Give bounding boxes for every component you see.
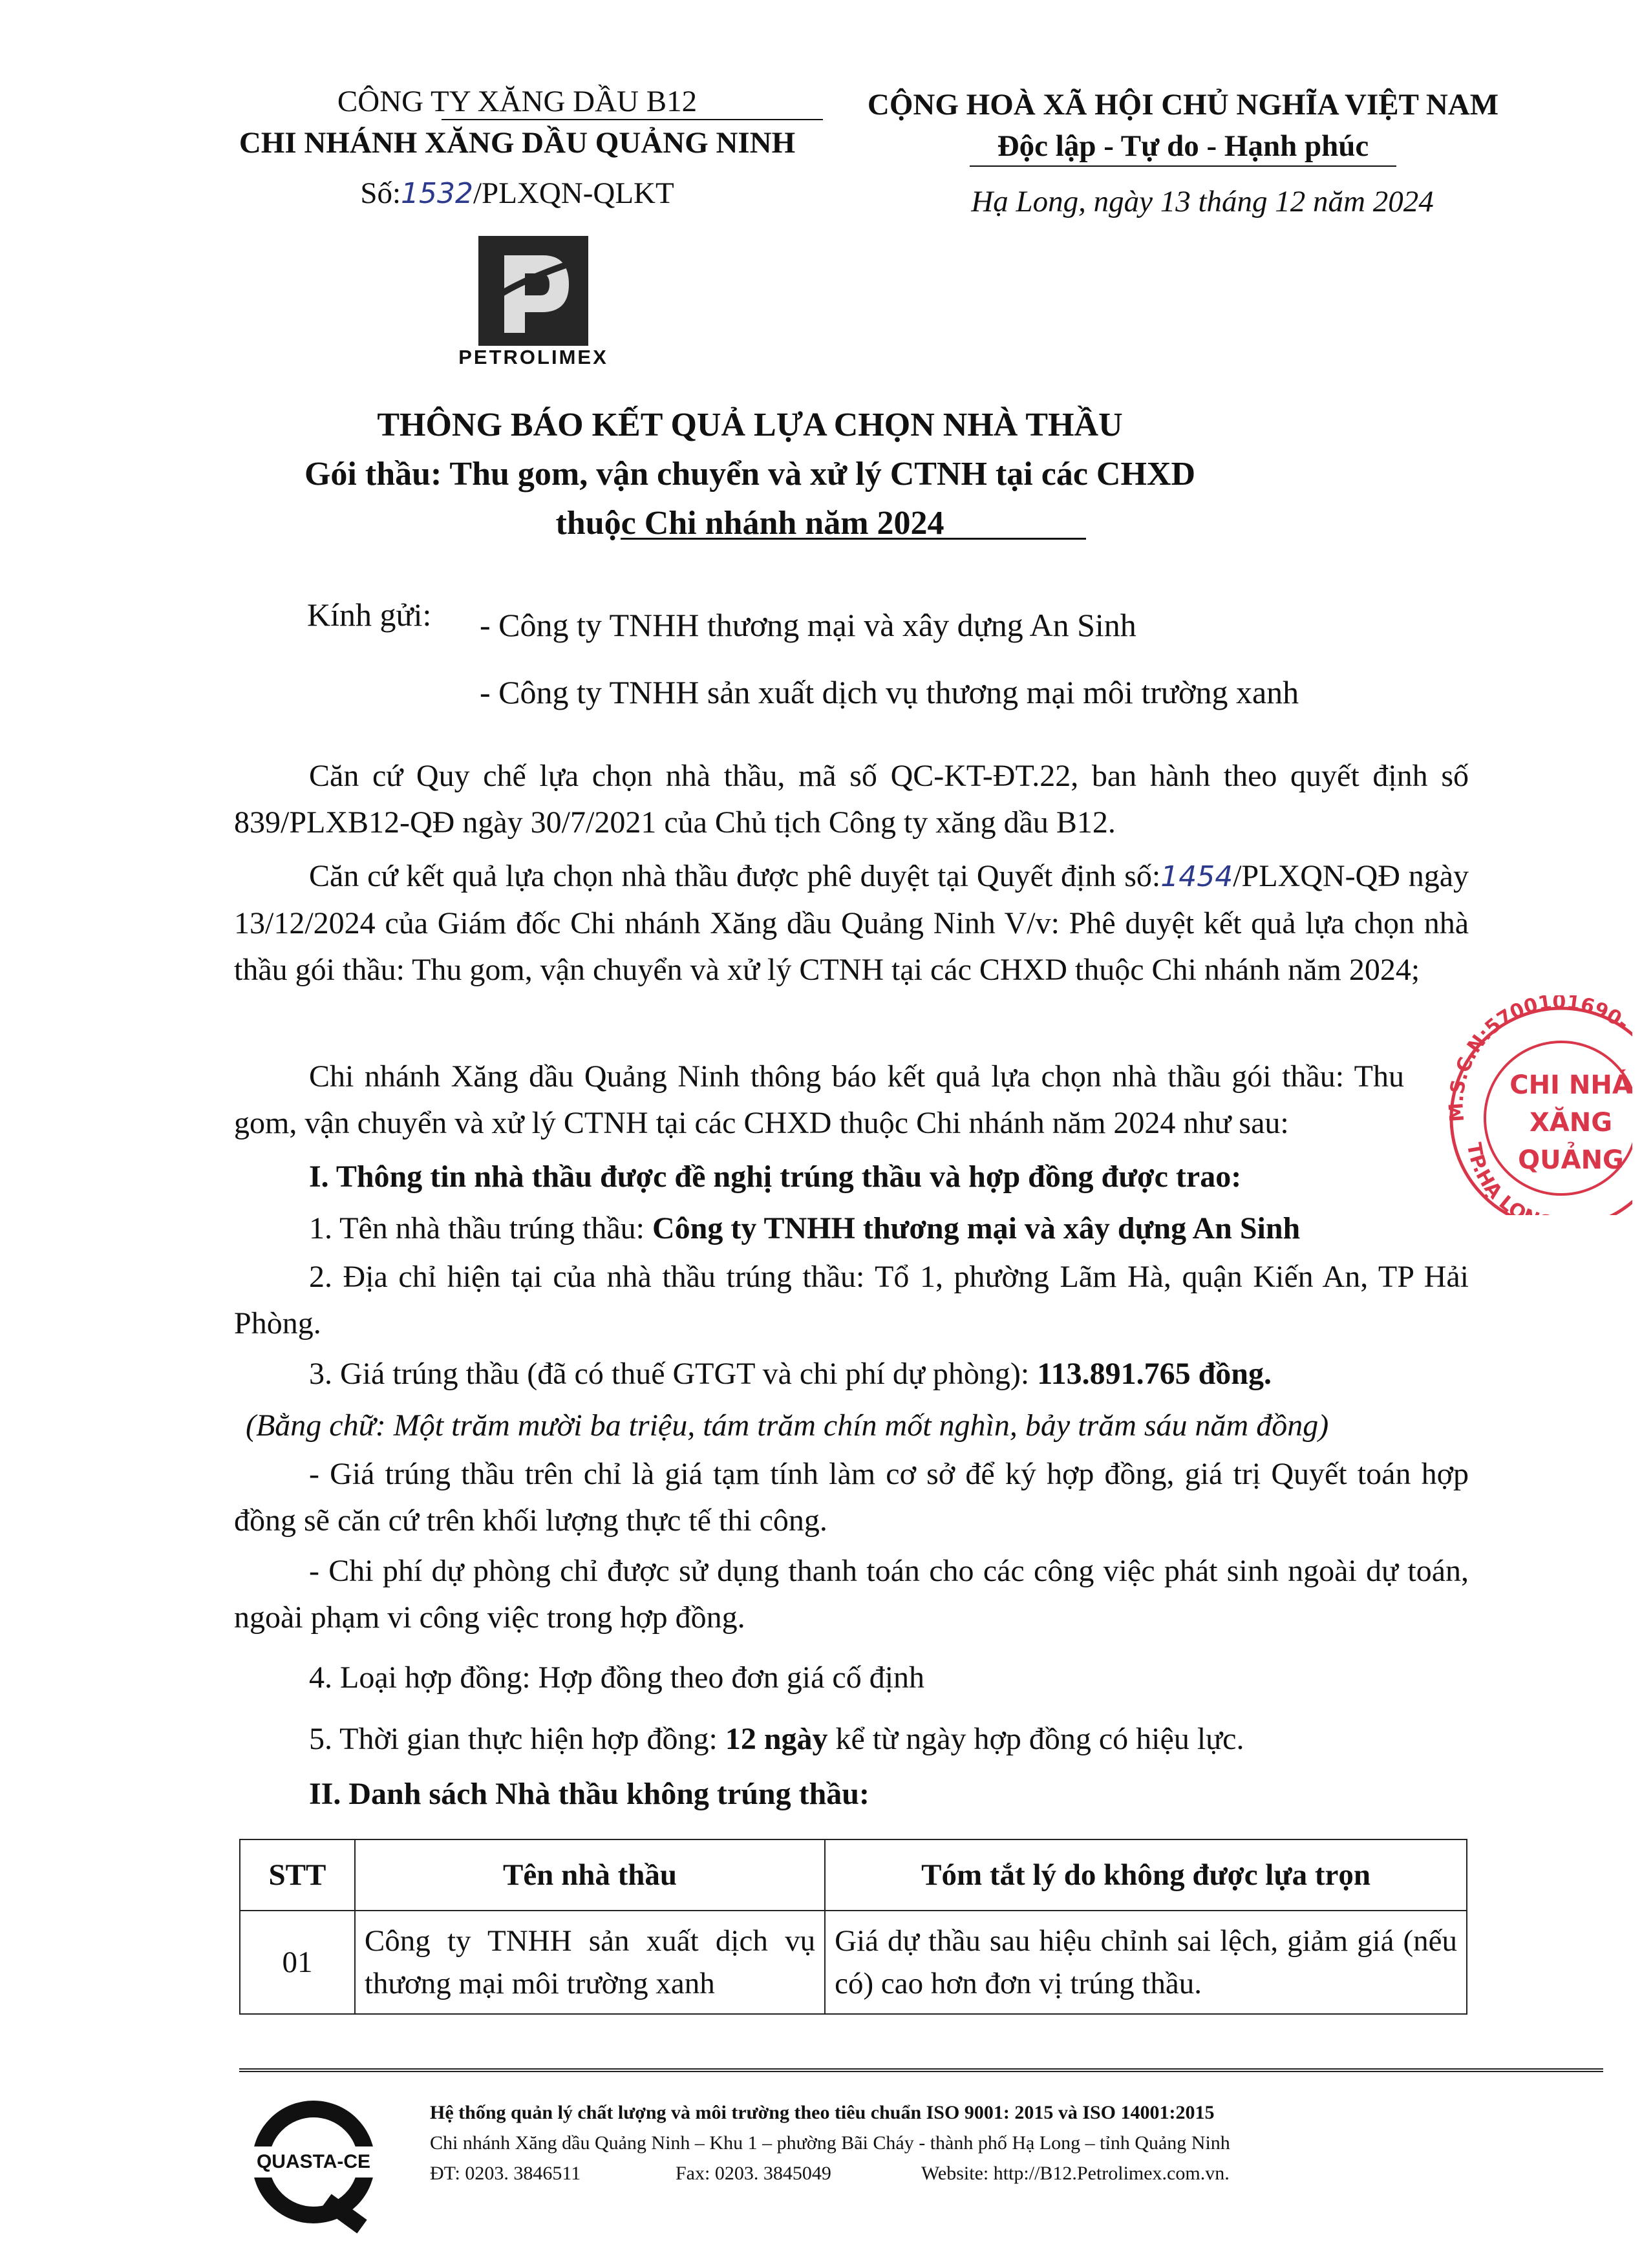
- quasta-logo-text: QUASTA-CE: [256, 2151, 371, 2172]
- header-right: [834, 84, 1532, 167]
- quasta-logo-icon: [249, 2097, 378, 2227]
- contract-duration: 12 ngày: [725, 1722, 828, 1756]
- price-in-words: (Bằng chữ: Một trăm mười ba triệu, tám trăm chín mốt nghìn, bảy trăm sáu năm đồng): [246, 1408, 1329, 1443]
- company-stamp: [1438, 995, 1632, 1215]
- para2-post: /PLXQN-QĐ ngày 13/12/2024 của Giám đốc Chi nhánh Xăng dầu Quảng Ninh V/v: Phê duyệt kết quả lựa chọn nhà thầu gói thầu: Thu gom, vận chuyển và xử lý CTNH tại các CHXD thuộc Chi nhánh năm 2024;: [234, 859, 1469, 987]
- stamp-line-2: XĂNG: [1529, 1108, 1613, 1138]
- doc-no-handwritten: 1532: [401, 177, 473, 210]
- note-2: - Chi phí dự phòng chỉ được sử dụng thanh toán cho các công việc phát sinh ngoài dự toán, ngoài phạm vi công việc trong hợp đồng.: [234, 1554, 1469, 1635]
- footer-phone: ĐT: 0203. 3846511: [430, 2163, 581, 2184]
- motto: Độc lập - Tự do - Hạnh phúc: [997, 129, 1369, 163]
- row-stt: 01: [240, 1911, 355, 2014]
- doc-no-suffix: /PLXQN-QLKT: [473, 176, 674, 210]
- branch-name: CHI NHÁNH XĂNG DẦU QUẢNG NINH: [239, 126, 796, 160]
- footer-fax: Fax: 0203. 3845049: [676, 2163, 831, 2184]
- recipients-list: [480, 591, 1299, 726]
- header-left-underline: [442, 119, 823, 120]
- stamp-inner-text: [1500, 1066, 1642, 1179]
- svg-text:TP.HẠ LONG-T: TP.HẠ LO: [1462, 1141, 1530, 1215]
- footer-contacts: [430, 2158, 1600, 2189]
- petrolimex-logo-text: PETROLIMEX: [458, 346, 608, 368]
- winning-contractor: Công ty TNHH thương mại và xây dựng An Sinh: [652, 1211, 1301, 1245]
- col-header-reason: Tóm tắt lý do không được lựa trọn: [825, 1839, 1467, 1911]
- recipient-2: - Công ty TNHH sản xuất dịch vụ thương mại môi trường xanh: [480, 674, 1299, 710]
- paragraph-2: [234, 853, 1469, 993]
- document-title: [194, 401, 1306, 548]
- paragraph-3: Chi nhánh Xăng dầu Quảng Ninh thông báo kết quả lựa chọn nhà thầu gói thầu: Thu gom, vận chuyển và xử lý CTNH tại các CHXD thuộc Chi nhánh năm 2024 như sau:: [234, 1059, 1404, 1140]
- item-5-post: kể từ ngày hợp đồng có hiệu lực.: [827, 1722, 1244, 1756]
- petrolimex-logo-icon: [478, 236, 588, 346]
- motto-underline: [970, 165, 1396, 167]
- item-5: [309, 1716, 1244, 1763]
- item-1-label: 1. Tên nhà thầu trúng thầu:: [309, 1211, 652, 1245]
- note-1: - Giá trúng thầu trên chỉ là giá tạm tính làm cơ sở để ký hợp đồng, giá trị Quyết toán hợp đồng sẽ căn cứ trên khối lượng thực tế thi công.: [234, 1457, 1469, 1538]
- footer-address: Chi nhánh Xăng dầu Quảng Ninh – Khu 1 – phường Bãi Cháy - thành phố Hạ Long – tỉnh Quảng Ninh: [430, 2132, 1230, 2154]
- footer-info: [430, 2097, 1600, 2189]
- recipients-label: Kính gửi:: [307, 597, 432, 633]
- company-name: CÔNG TY XĂNG DẦU B12: [337, 85, 698, 118]
- decision-number-handwritten: 1454: [1160, 860, 1233, 893]
- doc-no-prefix: Số:: [360, 176, 401, 210]
- row-name: Công ty TNHH sản xuất dịch vụ thương mại môi trường xanh: [355, 1911, 825, 2014]
- stamp-ring-text: M.S.C.N:5700101690-: [1445, 995, 1632, 1123]
- section-1-heading: I. Thông tin nhà thầu được đề nghị trúng thầu và hợp đồng được trao:: [309, 1160, 1242, 1194]
- table-header-row: [240, 1839, 1467, 1911]
- header-left: [213, 81, 821, 215]
- item-4: 4. Loại hợp đồng: Hợp đồng theo đơn giá cố định: [309, 1660, 925, 1695]
- footer-iso-line: Hệ thống quản lý chất lượng và môi trường theo tiêu chuẩn ISO 9001: 2015 và ISO 14001:2015: [430, 2102, 1215, 2123]
- recipient-1: - Công ty TNHH thương mại và xây dựng An Sinh: [480, 607, 1136, 643]
- footer-divider: [239, 2068, 1603, 2072]
- row-reason: Giá dự thầu sau hiệu chỉnh sai lệch, giảm giá (nếu có) cao hơn đơn vị trúng thầu.: [825, 1911, 1467, 2014]
- para2-pre: Căn cứ kết quả lựa chọn nhà thầu được phê duyệt tại Quyết định số:: [309, 859, 1161, 893]
- item-1: [309, 1205, 1300, 1252]
- country-name: CỘNG HOÀ XÃ HỘI CHỦ NGHĨA VIỆT NAM: [867, 88, 1499, 122]
- paragraph-1: Căn cứ Quy chế lựa chọn nhà thầu, mã số QC-KT-ĐT.22, ban hành theo quyết định số 839/PLXB12-QĐ ngày 30/7/2021 của Chủ tịch Công ty xăng dầu B12.: [234, 759, 1469, 840]
- footer-website: Website: http://B12.Petrolimex.com.vn.: [921, 2163, 1230, 2184]
- section-2-heading: II. Danh sách Nhà thầu không trúng thầu:: [309, 1777, 869, 1811]
- title-line-3: thuộc Chi nhánh năm 2024: [555, 505, 944, 542]
- col-header-name: Tên nhà thầu: [355, 1839, 825, 1911]
- item-3-label: 3. Giá trúng thầu (đã có thuế GTGT và chi phí dự phòng):: [309, 1357, 1038, 1391]
- item-3: [309, 1351, 1272, 1397]
- col-header-stt: STT: [240, 1839, 355, 1911]
- place-date: Hạ Long, ngày 13 tháng 12 năm 2024: [971, 185, 1434, 218]
- table-row: [240, 1911, 1467, 2014]
- losing-bidders-table: [239, 1839, 1467, 2015]
- item-2: 2. Địa chỉ hiện tại của nhà thầu trúng thầu: Tổ 1, phường Lãm Hà, quận Kiến An, TP Hải Phòng.: [234, 1260, 1469, 1341]
- document-number: [213, 173, 821, 215]
- title-underline: [621, 538, 1086, 540]
- item-5-pre: 5. Thời gian thực hiện hợp đồng:: [309, 1722, 725, 1756]
- title-line-2: Gói thầu: Thu gom, vận chuyển và xử lý CTNH tại các CHXD: [304, 456, 1196, 493]
- winning-price: 113.891.765 đồng.: [1037, 1357, 1272, 1391]
- stamp-line-1: CHI NHÁ: [1509, 1070, 1632, 1100]
- stamp-line-3: QUẢNG: [1518, 1145, 1624, 1175]
- title-line-1: THÔNG BÁO KẾT QUẢ LỰA CHỌN NHÀ THẦU: [377, 407, 1123, 443]
